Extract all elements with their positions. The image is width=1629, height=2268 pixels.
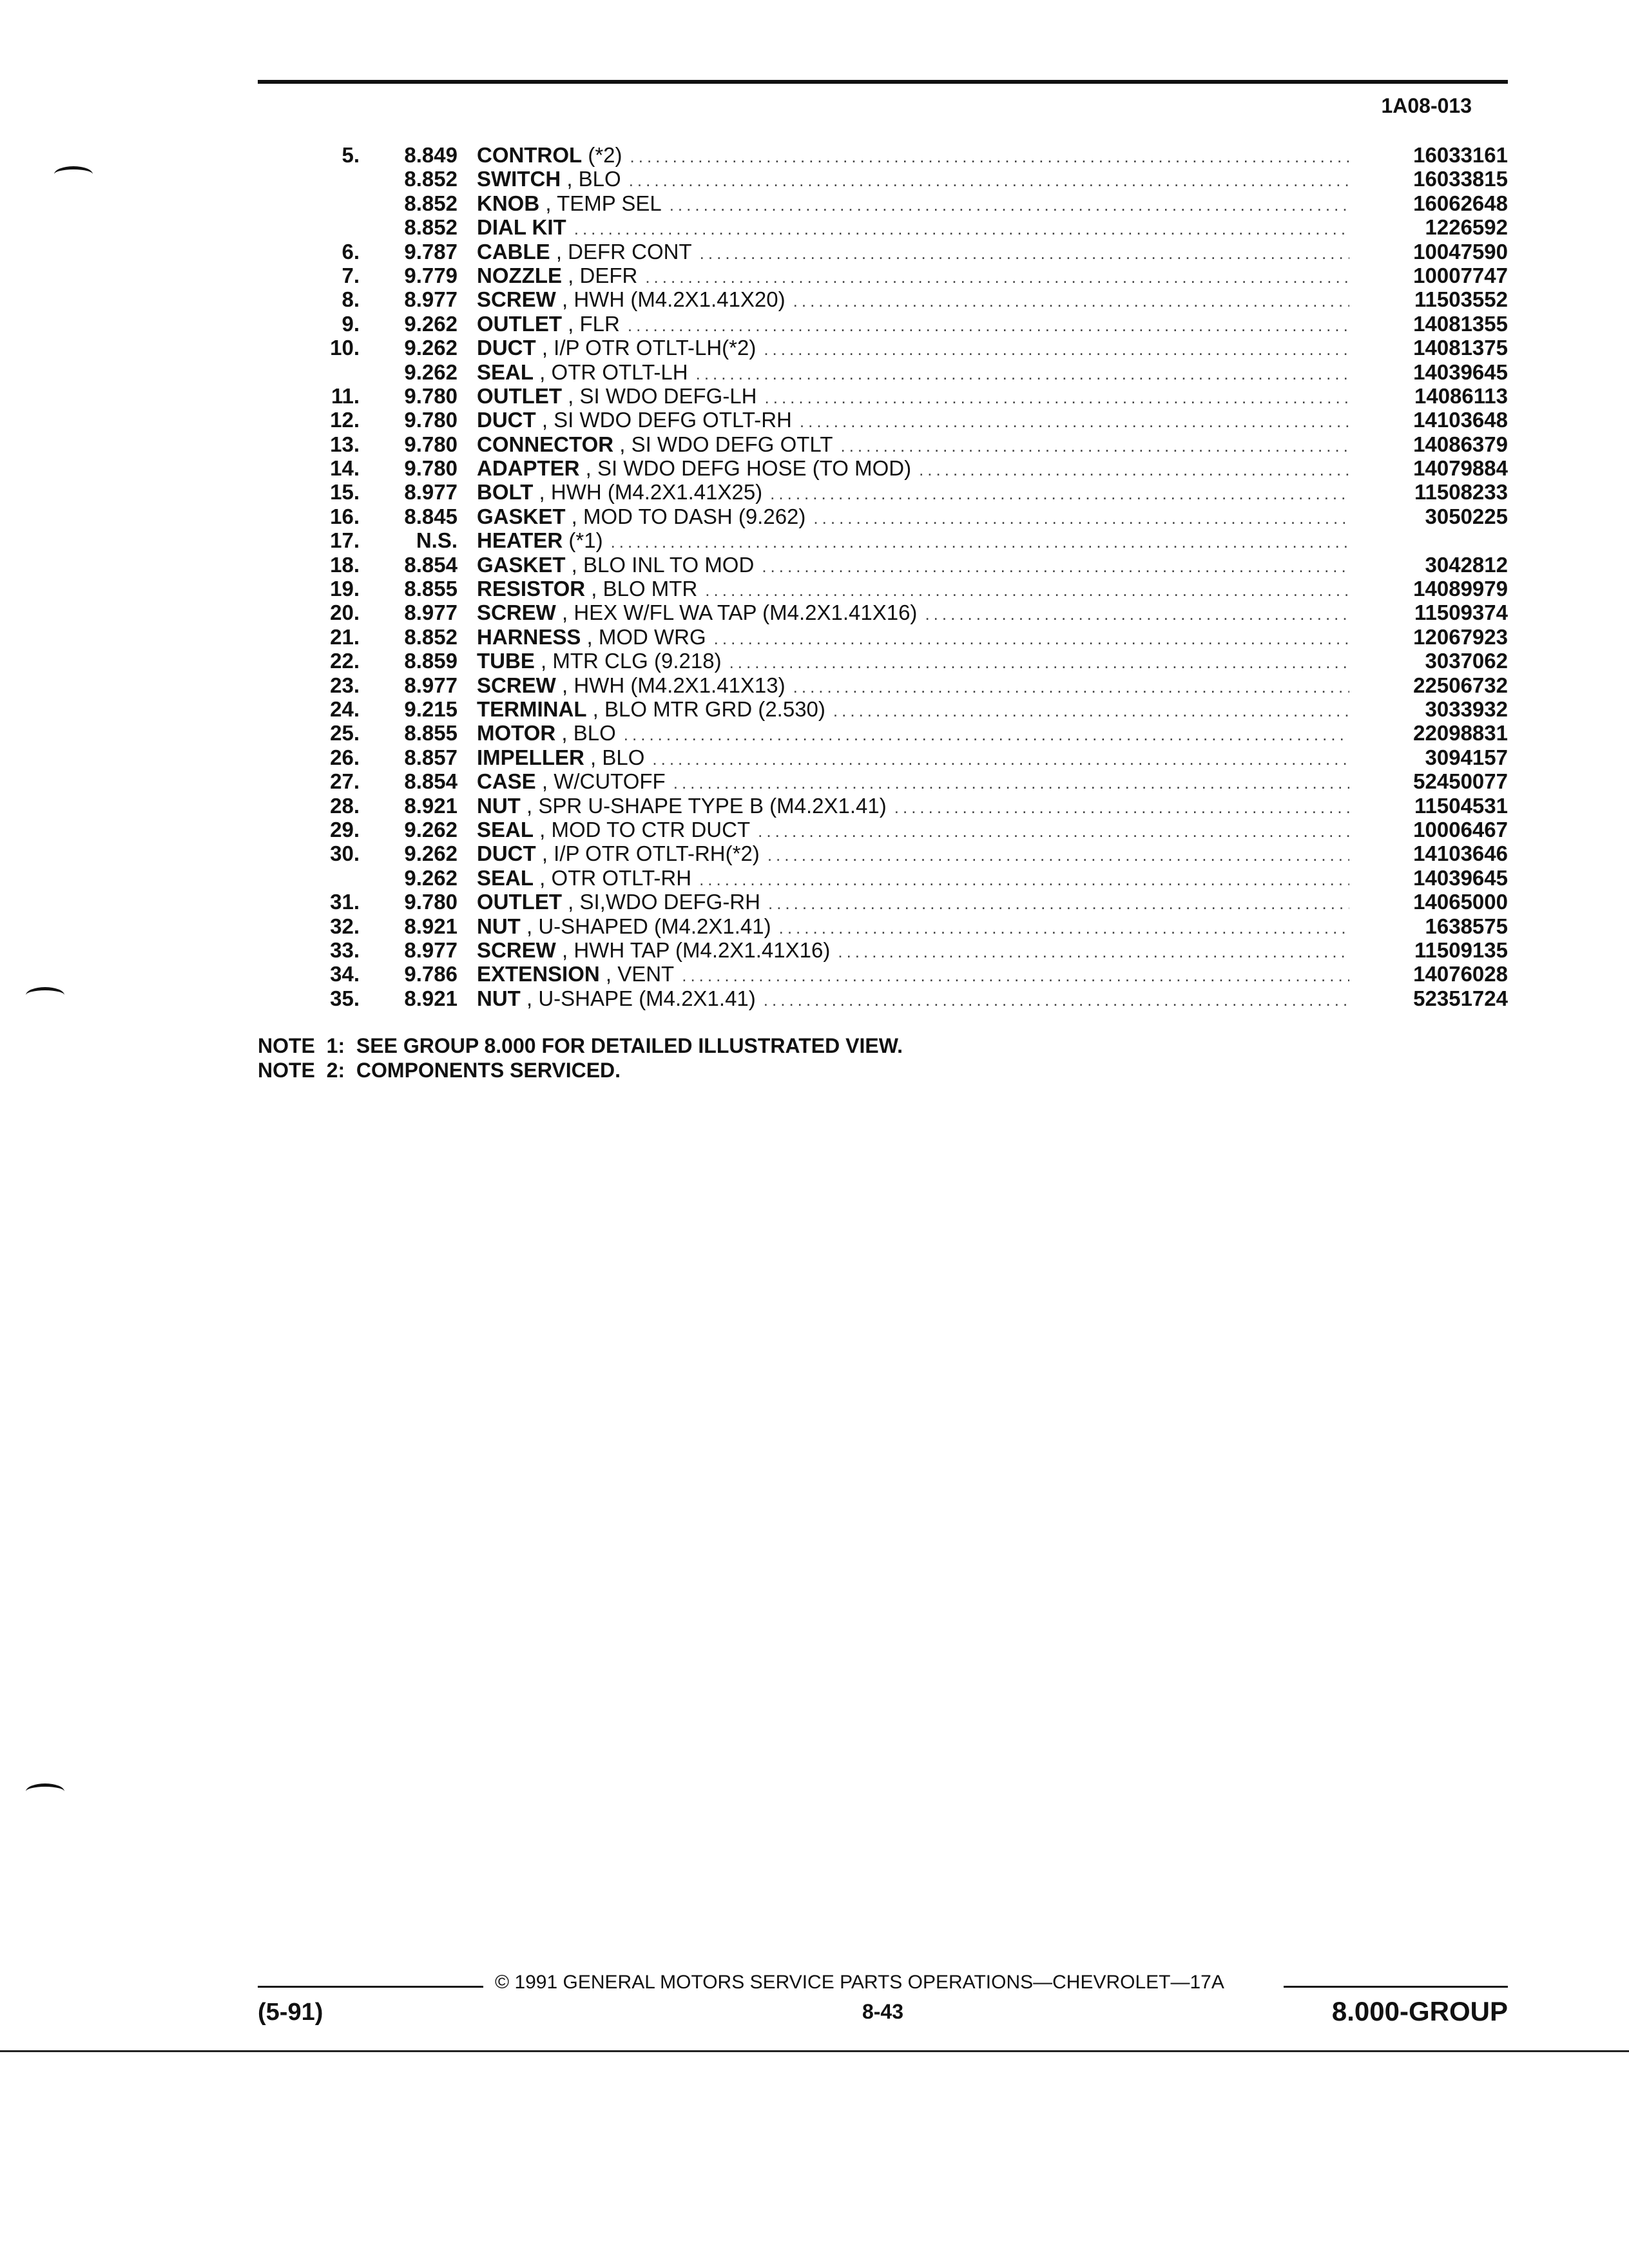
part-number: 14039645 [1413, 360, 1508, 384]
part-description [477, 312, 1360, 338]
part-name: DUCT [477, 336, 536, 360]
ref-number: 13. [330, 432, 360, 456]
group-number: 8.855 [404, 577, 458, 601]
group-number: 9.262 [404, 817, 458, 841]
dot-leader [652, 747, 1349, 771]
group-number: 8.855 [404, 721, 458, 745]
part-name: MOTOR [477, 721, 556, 745]
ref-number: 35. [330, 986, 360, 1010]
part-description [477, 191, 1360, 217]
ref-number: 12. [330, 408, 360, 432]
table-row [258, 432, 1508, 456]
table-row [258, 625, 1508, 649]
part-name: SEAL [477, 817, 534, 841]
part-number: 3094157 [1425, 745, 1508, 769]
part-name: KNOB [477, 191, 540, 215]
dot-leader [765, 386, 1350, 410]
part-number: 14086113 [1414, 383, 1508, 408]
part-qualifier: , I/P OTR OTLT-RH(*2) [535, 841, 760, 866]
part-number: 16033815 [1413, 167, 1508, 191]
table-row [258, 480, 1508, 504]
group-number: 8.852 [404, 191, 458, 215]
part-number: 11503552 [1414, 287, 1508, 312]
part-qualifier: , HWH (M4.2X1.41X20) [555, 287, 786, 312]
part-number: 14089979 [1413, 577, 1508, 601]
ref-number: 15. [330, 480, 360, 505]
part-description [477, 818, 1360, 843]
part-description [477, 432, 1360, 458]
part-description [477, 528, 1360, 554]
part-number: 11509135 [1414, 937, 1508, 962]
table-row [258, 384, 1508, 408]
dot-leader [673, 771, 1349, 795]
table-row [258, 336, 1508, 360]
ref-number: 5. [342, 143, 360, 167]
part-number: 52351724 [1413, 986, 1508, 1010]
dot-leader [813, 506, 1349, 530]
group-number: 8.854 [404, 769, 458, 794]
part-name: GASKET [477, 504, 566, 528]
ref-number: 9. [342, 311, 360, 336]
group-number: 8.921 [404, 793, 458, 818]
group-number: 9.780 [404, 408, 458, 432]
ref-number: 29. [330, 817, 360, 841]
ref-number: 26. [330, 745, 360, 769]
ref-number: 10. [330, 336, 360, 360]
part-description [477, 841, 1360, 867]
part-qualifier: , SI WDO DEFG OTLT-RH [535, 408, 792, 432]
part-description [477, 890, 1360, 916]
part-number: 12067923 [1413, 624, 1508, 649]
group-number: 9.780 [404, 456, 458, 481]
ref-number: 27. [330, 769, 360, 794]
group-number: 9.262 [404, 311, 458, 336]
part-description [477, 384, 1360, 410]
group-number: 8.921 [404, 986, 458, 1010]
dot-leader [699, 868, 1349, 892]
dot-leader [833, 699, 1349, 723]
part-name: SCREW [477, 673, 556, 697]
group-number: 9.780 [404, 432, 458, 456]
dot-leader [670, 193, 1349, 217]
dot-leader [714, 627, 1349, 651]
part-number: 14103646 [1413, 841, 1508, 866]
part-name: SCREW [477, 937, 556, 962]
dot-leader [764, 338, 1349, 361]
ref-number: 28. [330, 793, 360, 818]
table-row [258, 818, 1508, 841]
part-number: 22506732 [1413, 673, 1508, 697]
part-number: 10047590 [1413, 239, 1508, 264]
part-qualifier: (*1) [563, 528, 603, 553]
part-qualifier: , FLR [561, 311, 620, 336]
part-name: CONTROL [477, 143, 583, 167]
dot-leader [768, 892, 1349, 916]
part-qualifier: , HWH TAP (M4.2X1.41X16) [555, 937, 831, 962]
part-name: CONNECTOR [477, 432, 614, 456]
part-qualifier: , SI WDO DEFG OTLT [613, 432, 833, 456]
dot-leader [800, 410, 1349, 434]
part-number: 11504531 [1414, 793, 1508, 818]
part-description [477, 986, 1360, 1012]
note-line: NOTE 2: COMPONENTS SERVICED. [258, 1059, 621, 1082]
parts-list [258, 143, 1508, 1010]
table-row [258, 408, 1508, 432]
dot-leader [764, 988, 1349, 1012]
part-description [477, 938, 1360, 964]
group-number: 8.977 [404, 601, 458, 625]
dot-leader [700, 242, 1349, 265]
table-row [258, 601, 1508, 624]
part-number: 14081375 [1413, 336, 1508, 360]
part-number: 11509374 [1414, 601, 1508, 625]
table-row [258, 553, 1508, 577]
table-row [258, 866, 1508, 890]
part-description [477, 794, 1360, 820]
table-row [258, 986, 1508, 1010]
part-qualifier: , BLO INL TO MOD [565, 552, 755, 577]
part-number: 52450077 [1413, 769, 1508, 794]
part-qualifier: , MOD TO CTR DUCT [534, 817, 751, 841]
part-name: GASKET [477, 552, 566, 577]
part-qualifier: , TEMP SEL [539, 191, 662, 215]
part-description [477, 649, 1360, 675]
group-number: 8.852 [404, 215, 458, 240]
note-line: NOTE 1: SEE GROUP 8.000 FOR DETAILED ILLUSTRATED VIEW. [258, 1034, 903, 1057]
binder-hole-mark [54, 166, 93, 182]
part-name: OUTLET [477, 890, 562, 914]
part-number: 16062648 [1413, 191, 1508, 215]
part-description [477, 360, 1360, 386]
group-number: 8.845 [404, 504, 458, 528]
table-row [258, 191, 1508, 215]
part-description [477, 553, 1360, 579]
ref-number: 14. [330, 456, 360, 481]
binder-hole-mark [26, 987, 64, 1003]
part-description [477, 601, 1360, 626]
part-description [477, 408, 1360, 434]
part-qualifier: , SI WDO DEFG-LH [561, 383, 757, 408]
dot-leader [793, 675, 1349, 699]
copyright-text: © 1991 GENERAL MOTORS SERVICE PARTS OPERATIONS—CHEVROLET—17A [495, 1972, 1224, 1993]
ref-number: 22. [330, 649, 360, 673]
group-number: 8.977 [404, 480, 458, 505]
group-number: 9.787 [404, 239, 458, 264]
part-name: DUCT [477, 408, 536, 432]
part-name: NOZZLE [477, 263, 562, 287]
table-row [258, 673, 1508, 697]
header-rule [258, 80, 1508, 84]
part-number: 1638575 [1425, 914, 1508, 938]
part-qualifier: , BLO [584, 745, 645, 769]
part-qualifier: , U-SHAPED (M4.2X1.41) [520, 914, 771, 938]
part-description [477, 480, 1360, 506]
dot-leader [630, 145, 1350, 169]
part-number: 14076028 [1413, 962, 1508, 986]
part-number: 14081355 [1413, 311, 1508, 336]
dot-leader [838, 940, 1349, 964]
table-row [258, 143, 1508, 167]
dot-leader [762, 555, 1349, 579]
group-number: 9.262 [404, 360, 458, 384]
part-description [477, 962, 1360, 988]
dot-leader [919, 458, 1349, 482]
group-number: 9.262 [404, 865, 458, 890]
ref-number: 24. [330, 697, 360, 721]
part-description [477, 769, 1360, 795]
part-name: SEAL [477, 360, 534, 384]
part-name: SCREW [477, 601, 556, 625]
part-name: HARNESS [477, 624, 581, 649]
part-qualifier: , HWH (M4.2X1.41X13) [555, 673, 786, 697]
part-number: 22098831 [1413, 721, 1508, 745]
dot-leader [729, 651, 1349, 675]
part-qualifier: , HWH (M4.2X1.41X25) [533, 480, 763, 505]
table-row [258, 240, 1508, 264]
dot-leader [705, 579, 1349, 602]
table-row [258, 962, 1508, 986]
part-number: 14065000 [1413, 890, 1508, 914]
group-number: 8.852 [404, 167, 458, 191]
part-description [477, 456, 1360, 482]
part-qualifier: , MOD WRG [581, 624, 706, 649]
ref-number: 20. [330, 601, 360, 625]
dot-leader [682, 964, 1349, 988]
page-number: 8-43 [862, 2000, 904, 2023]
part-number: 3037062 [1425, 649, 1508, 673]
part-qualifier: , OTR OTLT-RH [534, 865, 692, 890]
part-name: DIAL KIT [477, 215, 566, 240]
ref-number: 31. [330, 890, 360, 914]
dot-leader [779, 916, 1349, 940]
table-row [258, 167, 1508, 191]
dot-leader [793, 289, 1349, 313]
part-number: 16033161 [1413, 143, 1508, 167]
part-qualifier: (*2) [582, 143, 622, 167]
part-qualifier: , U-SHAPE (M4.2X1.41) [520, 986, 756, 1010]
ref-number: 17. [330, 528, 360, 553]
part-name: OUTLET [477, 311, 562, 336]
table-row [258, 215, 1508, 239]
dot-leader [624, 723, 1349, 747]
part-name: SWITCH [477, 167, 561, 191]
part-description [477, 697, 1360, 723]
part-name: EXTENSION [477, 962, 600, 986]
part-qualifier: , DEFR CONT [550, 239, 692, 264]
part-description [477, 866, 1360, 892]
ref-number: 11. [331, 383, 360, 408]
group-number: 9.779 [404, 263, 458, 287]
table-row [258, 312, 1508, 336]
dot-leader [894, 796, 1349, 820]
part-number: 1226592 [1425, 215, 1508, 240]
table-row [258, 264, 1508, 287]
part-qualifier: , BLO MTR [585, 577, 698, 601]
ref-number: 21. [330, 624, 360, 649]
ref-number: 23. [330, 673, 360, 697]
group-number: 9.215 [404, 697, 458, 721]
table-row [258, 769, 1508, 793]
dot-leader [696, 362, 1349, 386]
group-number: 9.780 [404, 383, 458, 408]
group-number: 8.977 [404, 287, 458, 312]
table-row [258, 649, 1508, 673]
part-name: IMPELLER [477, 745, 584, 769]
part-qualifier: , W/CUTOFF [535, 769, 666, 794]
part-qualifier: , BLO MTR GRD (2.530) [586, 697, 825, 721]
part-number: 10007747 [1413, 263, 1508, 287]
footer-rule-right [1284, 1986, 1508, 1988]
group-number: 8.849 [404, 143, 458, 167]
part-qualifier: , OTR OTLT-LH [534, 360, 688, 384]
ref-number: 7. [342, 263, 360, 287]
part-qualifier: , BLO [555, 721, 616, 745]
table-row [258, 528, 1508, 552]
part-description [477, 143, 1360, 169]
group-number: 9.780 [404, 890, 458, 914]
part-description [477, 336, 1360, 361]
document-code: 1A08-013 [1381, 94, 1472, 117]
part-description [477, 721, 1360, 747]
table-row [258, 697, 1508, 721]
part-description [477, 264, 1360, 289]
part-number: 10006467 [1413, 817, 1508, 841]
part-name: SEAL [477, 865, 534, 890]
ref-number: 6. [342, 239, 360, 264]
part-description [477, 745, 1360, 771]
group-number: 9.262 [404, 841, 458, 866]
ref-number: 33. [330, 937, 360, 962]
part-name: TERMINAL [477, 697, 587, 721]
part-name: NUT [477, 914, 521, 938]
group-number: 8.921 [404, 914, 458, 938]
part-description [477, 673, 1360, 699]
part-name: RESISTOR [477, 577, 586, 601]
part-qualifier: , VENT [599, 962, 675, 986]
ref-number: 30. [330, 841, 360, 866]
table-row [258, 914, 1508, 938]
footer-rule-left [258, 1986, 483, 1988]
dot-leader [574, 217, 1349, 241]
table-row [258, 360, 1508, 384]
table-row [258, 577, 1508, 601]
page-bottom-rule [0, 2050, 1629, 2052]
table-row [258, 841, 1508, 865]
part-name: NUT [477, 793, 521, 818]
ref-number: 34. [330, 962, 360, 986]
group-label: 8.000-GROUP [1331, 1996, 1508, 2026]
part-number: 3042812 [1425, 552, 1508, 577]
group-number: N.S. [416, 528, 458, 553]
part-name: CABLE [477, 239, 550, 264]
part-name: ADAPTER [477, 456, 580, 481]
dot-leader [645, 265, 1349, 289]
notes-section [258, 1033, 903, 1082]
part-number: 3050225 [1425, 504, 1508, 528]
dot-leader [840, 434, 1349, 458]
table-row [258, 456, 1508, 480]
part-number: 14079884 [1413, 456, 1508, 481]
part-qualifier: , DEFR [561, 263, 638, 287]
table-row [258, 745, 1508, 769]
group-number: 8.859 [404, 649, 458, 673]
part-name: BOLT [477, 480, 534, 505]
ref-number: 8. [342, 287, 360, 312]
part-description [477, 287, 1360, 313]
part-number: 3033932 [1425, 697, 1508, 721]
part-number: 14086379 [1413, 432, 1508, 456]
part-description [477, 240, 1360, 265]
group-number: 8.977 [404, 673, 458, 697]
part-name: SCREW [477, 287, 556, 312]
part-description [477, 625, 1360, 651]
part-description [477, 577, 1360, 602]
table-row [258, 287, 1508, 311]
group-number: 8.852 [404, 624, 458, 649]
part-description [477, 215, 1360, 241]
part-qualifier: , SI WDO DEFG HOSE (TO MOD) [579, 456, 912, 481]
part-description [477, 505, 1360, 530]
part-qualifier: , MTR CLG (9.218) [534, 649, 722, 673]
part-qualifier: , SPR U-SHAPE TYPE B (M4.2X1.41) [520, 793, 887, 818]
revision-date: (5-91) [258, 1999, 323, 2026]
part-qualifier: , I/P OTR OTLT-LH(*2) [535, 336, 757, 360]
part-qualifier: , SI,WDO DEFG-RH [561, 890, 760, 914]
ref-number: 16. [330, 504, 360, 528]
part-qualifier: , HEX W/FL WA TAP (M4.2X1.41X16) [555, 601, 918, 625]
dot-leader [628, 314, 1349, 338]
binder-hole-mark [26, 1783, 64, 1800]
ref-number: 32. [330, 914, 360, 938]
group-number: 9.786 [404, 962, 458, 986]
ref-number: 19. [330, 577, 360, 601]
group-number: 8.854 [404, 552, 458, 577]
dot-leader [770, 482, 1349, 506]
part-description [477, 167, 1360, 193]
group-number: 9.262 [404, 336, 458, 360]
part-qualifier: , MOD TO DASH (9.262) [565, 504, 806, 528]
part-name: HEATER [477, 528, 563, 553]
part-name: CASE [477, 769, 536, 794]
part-number: 14103648 [1413, 408, 1508, 432]
table-row [258, 505, 1508, 528]
part-number: 14039645 [1413, 865, 1508, 890]
dot-leader [767, 843, 1349, 867]
part-description [477, 914, 1360, 940]
ref-number: 25. [330, 721, 360, 745]
dot-leader [611, 530, 1349, 554]
table-row [258, 721, 1508, 745]
group-number: 8.857 [404, 745, 458, 769]
dot-leader [629, 169, 1349, 193]
part-number: 11508233 [1414, 480, 1508, 505]
table-row [258, 890, 1508, 914]
part-qualifier: , BLO [561, 167, 621, 191]
table-row [258, 794, 1508, 818]
ref-number: 18. [330, 552, 360, 577]
part-name: NUT [477, 986, 521, 1010]
table-row [258, 938, 1508, 962]
dot-leader [758, 820, 1349, 843]
part-name: DUCT [477, 841, 536, 866]
part-name: OUTLET [477, 383, 562, 408]
dot-leader [925, 602, 1349, 626]
part-name: TUBE [477, 649, 535, 673]
group-number: 8.977 [404, 937, 458, 962]
